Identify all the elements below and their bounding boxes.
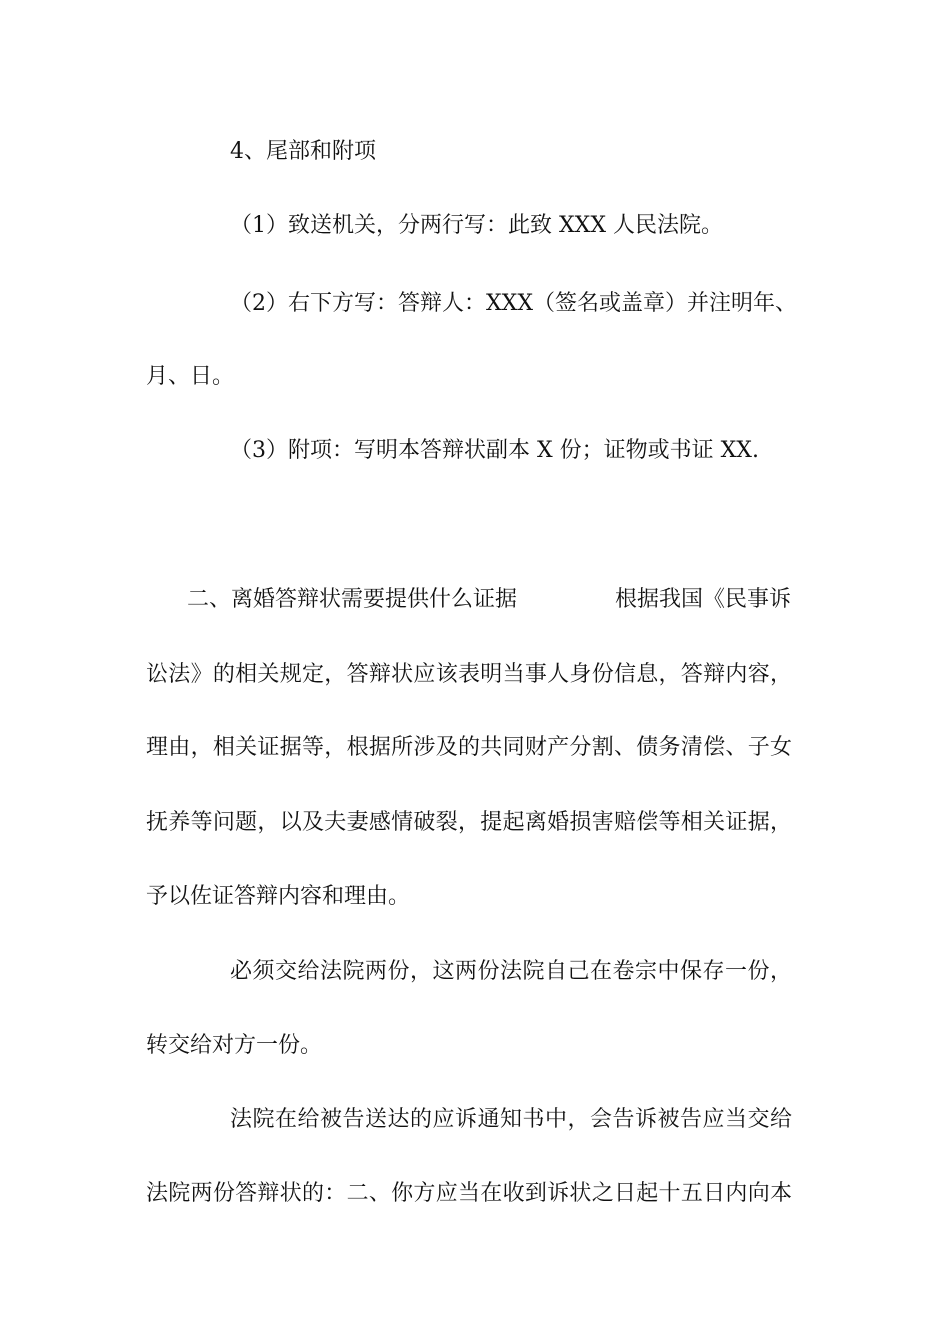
paragraph-line: （2）右下方写：答辩人：XXX（签名或盖章）并注明年、 <box>230 291 797 316</box>
section-heading-4: 4、尾部和附项 <box>230 139 376 164</box>
paragraph-line: 转交给对方一份。 <box>146 1033 323 1058</box>
paragraph-line: 予以佐证答辩内容和理由。 <box>146 884 411 909</box>
paragraph-line: 理由，相关证据等，根据所涉及的共同财产分割、债务清偿、子女 <box>146 735 792 760</box>
paragraph-line: （3）附项：写明本答辩状副本 X 份；证物或书证 XX. <box>230 438 759 463</box>
paragraph-line: 讼法》的相关规定，答辩状应该表明当事人身份信息，答辩内容， <box>146 662 792 687</box>
paragraph-line: （1）致送机关，分两行写：此致 XXX 人民法院。 <box>230 213 723 238</box>
paragraph-line: 必须交给法院两份，这两份法院自己在卷宗中保存一份， <box>230 959 792 984</box>
paragraph-line: 月、日。 <box>146 364 235 389</box>
paragraph-line: 根据我国《民事诉 <box>615 587 792 612</box>
paragraph-line: 抚养等问题，以及夫妻感情破裂，提起离婚损害赔偿等相关证据， <box>146 810 792 835</box>
section-heading-2: 二、离婚答辩状需要提供什么证据 <box>187 587 518 612</box>
paragraph-line: 法院在给被告送达的应诉通知书中，会告诉被告应当交给 <box>230 1107 792 1132</box>
paragraph-line: 法院两份答辩状的：二、你方应当在收到诉状之日起十五日内向本 <box>146 1181 792 1206</box>
